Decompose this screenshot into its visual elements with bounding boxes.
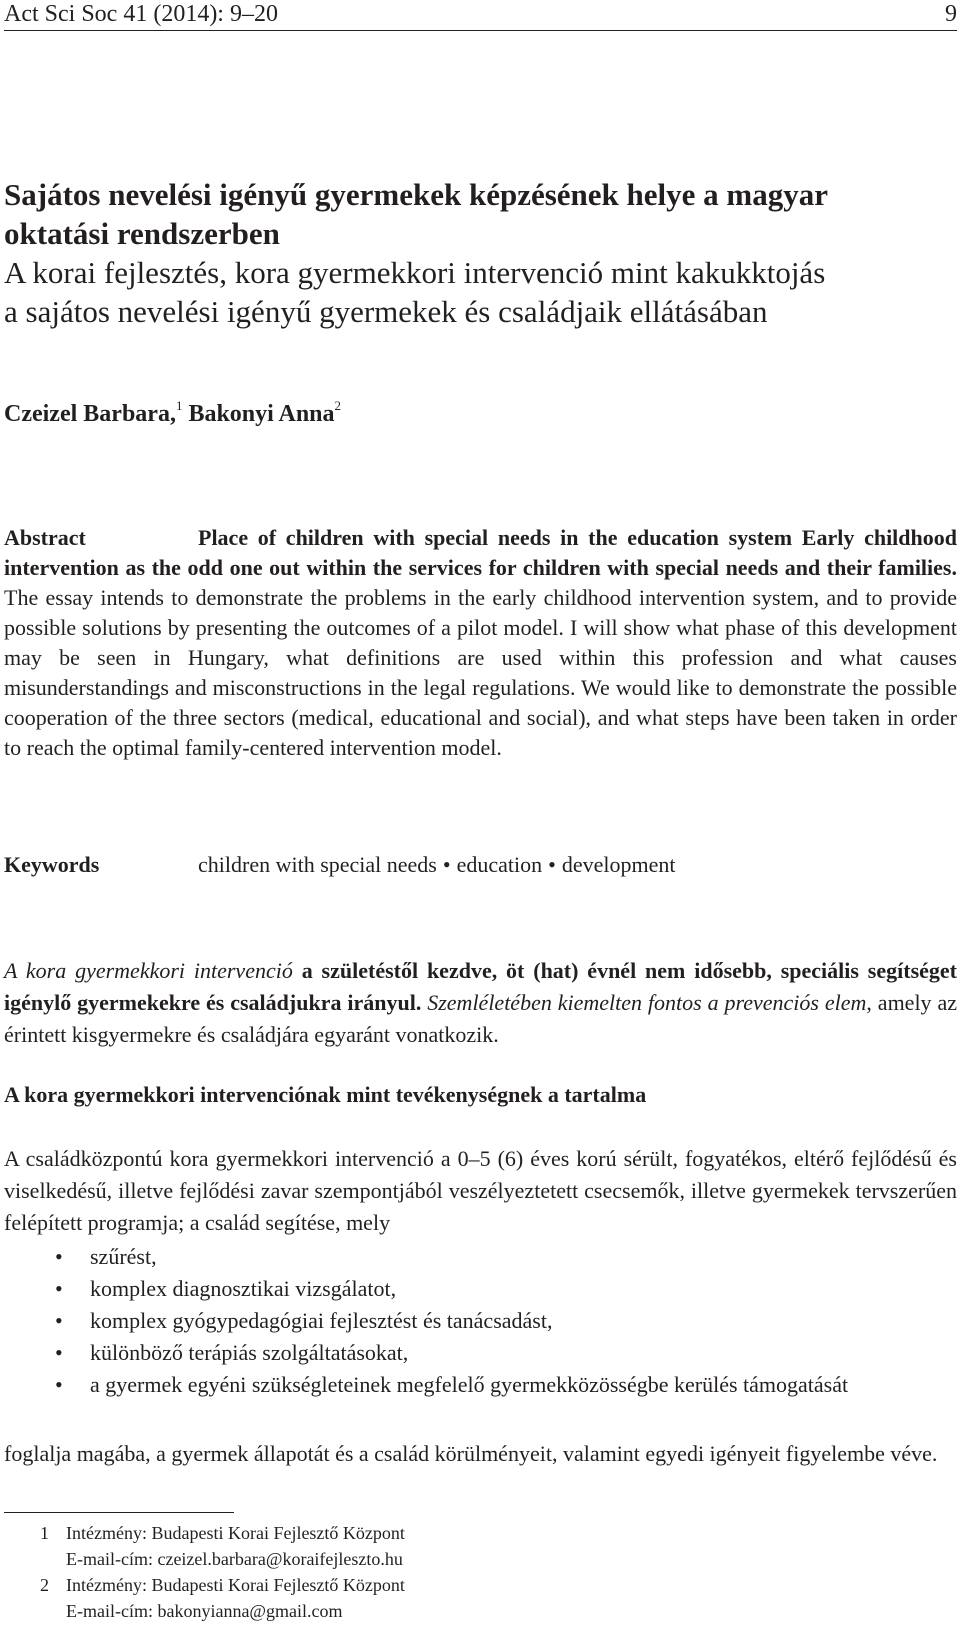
title-block [4, 175, 957, 331]
keyword: children with special needs [198, 852, 437, 877]
list-item-text: komplex diagnosztikai vizsgálatot, [90, 1276, 397, 1301]
author-footnote-mark: 2 [334, 398, 342, 413]
footnote-number: 1 [40, 1523, 49, 1543]
keyword: development [561, 852, 676, 877]
keyword: education [456, 852, 543, 877]
list-item [4, 1273, 957, 1305]
intro-text: , amely az érintett kisgyermekre és családjára egyaránt vonatkozik. [4, 990, 957, 1047]
footnote-number: 2 [40, 1575, 49, 1595]
keywords [4, 850, 957, 880]
intro-italic-term: A kora gyermekkori intervenció [4, 958, 293, 983]
abstract [4, 523, 957, 763]
bullet-glyph: • [55, 1276, 63, 1301]
abstract-text: The essay intends to demonstrate the problems in the early childhood intervention system, and to provide possible solutions by presenting the outcomes of a pilot model. I will show what phase of this development may be seen in Hungary, what definitions are used within this profession and what causes misunderstandings and misconstructions in the legal regulations. We would like to demonstrate the possible cooperation of the three sectors (medical, educational and social), and what steps have been taken in order to reach the optimal family-centered intervention model. [4, 585, 957, 760]
bullet-glyph: • [55, 1244, 63, 1269]
keyword-separator: • [442, 852, 451, 877]
footnotes [4, 1520, 957, 1624]
bullet-glyph: • [55, 1372, 63, 1397]
list-item-text: különböző terápiás szolgáltatásokat, [90, 1340, 409, 1365]
list-item-text: a gyermek egyéni szükségleteinek megfelelő gyermekközösségbe kerülés támogatását [90, 1372, 849, 1397]
keyword-separator: • [548, 852, 556, 877]
intro-italic-text: Szemléletében kiemelten fontos a prevenciós elem [421, 990, 867, 1015]
list-item-text: komplex gyógypedagógiai fejlesztést és tanácsadást, [90, 1308, 553, 1333]
abstract-label: Abstract [4, 525, 86, 550]
footnote-email: E-mail-cím: bakonyianna@gmail.com [66, 1601, 343, 1621]
section-heading: A kora gyermekkori intervenciónak mint tevékenységnek a tartalma [4, 1082, 647, 1107]
list-item [4, 1369, 957, 1401]
article-title-line2: oktatási rendszerben [4, 216, 280, 251]
footnote-divider [4, 1512, 234, 1513]
list-item [4, 1241, 957, 1273]
list-item [4, 1305, 957, 1337]
footnote-email: E-mail-cím: czeizel.barbara@koraifejleszto.hu [66, 1549, 403, 1569]
keywords-label: Keywords [4, 852, 100, 877]
author-footnote-mark: 1 [175, 398, 183, 413]
author-list [4, 391, 341, 429]
intro-bold-text: a születéstől kezdve, öt (hat) évnél nem idősebb, speciális segítséget igénylő gyermekekre és családjukra irányul. [4, 958, 957, 1015]
page-number: 9 [945, 1, 957, 27]
footnote [4, 1520, 957, 1572]
bullet-list [4, 1241, 957, 1401]
list-item [4, 1337, 957, 1369]
author-name: Bakonyi Anna [188, 401, 335, 427]
running-header [4, 0, 957, 31]
article-title-line1: Sajátos nevelési igényű gyermekek képzésének helye a magyar [4, 177, 828, 212]
article-title [4, 175, 957, 253]
article-subtitle-line1: A korai fejlesztés, kora gyermekkori intervenció mint kakukktojás [4, 255, 826, 290]
article-subtitle [4, 253, 957, 331]
abstract-english-title: Place of children with special needs in the education system Early childhood intervention as the odd one out within the services for children with special needs and their families. [4, 525, 957, 580]
section-paragraph: A családközpontú kora gyermekkori intervenció a 0–5 (6) éves korú sérült, fogyatékos, eltérő fejlődésű és viselkedésű, illetve fejlődési zavar szempontjából veszélyeztetett csecsemők, illetve gyermekek tervszerűen felépített programja; a család segítése, mely [4, 1146, 957, 1235]
list-item-text: szűrést, [90, 1244, 157, 1269]
intro-paragraph [4, 955, 957, 1051]
bullet-glyph: • [55, 1340, 63, 1365]
footnote [4, 1572, 957, 1624]
footnote-institution: Intézmény: Budapesti Korai Fejlesztő Központ [66, 1523, 405, 1543]
article-subtitle-line2: a sajátos nevelési igényű gyermekek és családjaik ellátásában [4, 294, 768, 329]
bullet-glyph: • [55, 1308, 63, 1333]
footnote-institution: Intézmény: Budapesti Korai Fejlesztő Központ [66, 1575, 405, 1595]
author-name: Czeizel Barbara, [4, 401, 176, 427]
section-closing-paragraph: foglalja magába, a gyermek állapotát és a család körülményeit, valamint egyedi igényeit figyelembe véve. [4, 1441, 938, 1466]
journal-citation: Act Sci Soc 41 (2014): 9–20 [4, 1, 278, 27]
